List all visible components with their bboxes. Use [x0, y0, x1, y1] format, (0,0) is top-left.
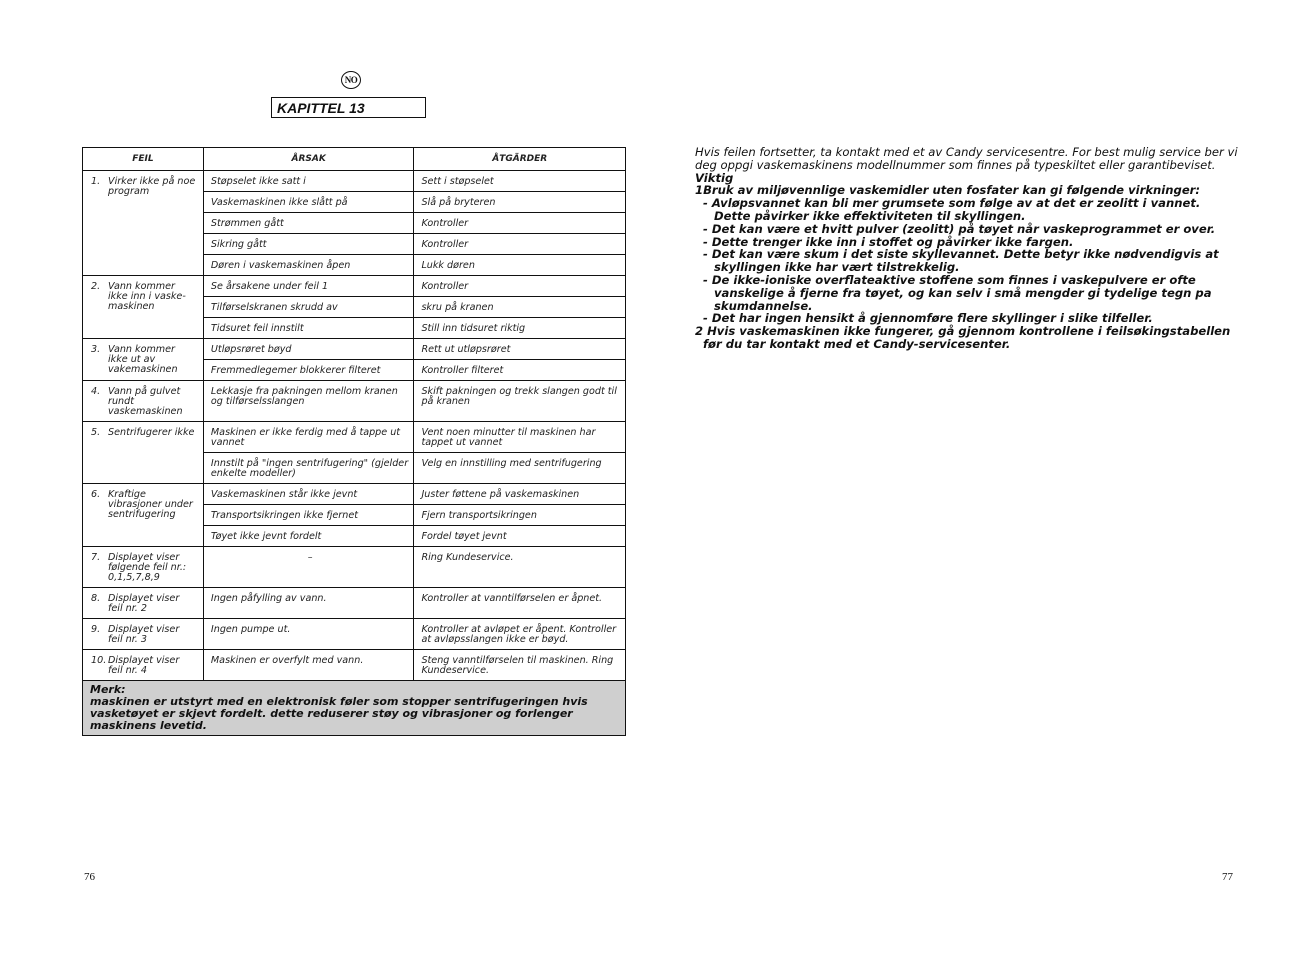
fault-cell — [83, 619, 204, 650]
fault-text: Vann på gulvet rundt vaskemaskinen — [108, 386, 183, 417]
table-row — [83, 484, 626, 505]
note-row — [83, 681, 626, 736]
cause-cell: Utløpsrøret bøyd — [203, 339, 414, 360]
fault-text: Vann kommer ikke ut av vakemaskinen — [108, 344, 178, 375]
table-row — [83, 381, 626, 422]
table-row — [83, 547, 626, 588]
action-cell: Skift pakningen og trekk slangen godt til på kranen — [414, 381, 626, 422]
cause-cell: Vaskemaskinen ikke slått på — [203, 192, 414, 213]
bullet-item: - Det kan være et hvitt pulver (zeolitt) på tøyet når vaskeprogrammet er over. — [703, 221, 1216, 236]
header-fault: FEIL — [83, 148, 204, 171]
point-1: 1Bruk av miljøvennlige vaskemidler uten fosfater kan gi følgende virkninger: — [695, 183, 1201, 198]
action-cell: Kontroller — [414, 234, 626, 255]
cause-cell: Lekkasje fra pakningen mellom kranen og tilførselsslangen — [203, 381, 414, 422]
bullet-item: - Avløpsvannet kan bli mer grumsete som følge av at det er zeolitt i vannet. Dette påvirker ikke effektiviteten til skyllingen. — [703, 196, 1201, 223]
page-number-left: 76 — [84, 871, 95, 883]
fault-number: 4. — [91, 386, 101, 397]
table-row — [83, 171, 626, 192]
troubleshooting-table — [82, 147, 626, 736]
cause-cell: Maskinen er ikke ferdig med å tappe ut vannet — [203, 422, 414, 453]
fault-number: 5. — [91, 427, 101, 438]
cause-cell: Innstilt på "ingen sentrifugering" (gjelder enkelte modeller) — [203, 453, 414, 484]
fault-cell — [83, 276, 204, 339]
fault-number: 9. — [91, 624, 101, 635]
table-row — [83, 588, 626, 619]
action-cell: Vent noen minutter til maskinen har tappet ut vannet — [414, 422, 626, 453]
cause-cell: Vaskemaskinen står ikke jevnt — [203, 484, 414, 505]
fault-number: 2. — [91, 281, 101, 292]
fault-text: Displayet viser følgende feil nr.: 0,1,5,7,8,9 — [108, 552, 187, 583]
cause-cell: Fremmedlegemer blokkerer filteret — [203, 360, 414, 381]
point-2: 2 Hvis vaskemaskinen ikke fungerer, gå gjennom kontrollene i feilsøkingstabellen før du tar kontakt med et Candy-servicesenter. — [695, 324, 1231, 351]
cause-cell: Ingen pumpe ut. — [203, 619, 414, 650]
fault-cell — [83, 381, 204, 422]
fault-number: 8. — [91, 593, 101, 604]
action-cell: Kontroller — [414, 276, 626, 297]
fault-cell — [83, 339, 204, 381]
fault-text: Sentrifugerer ikke — [108, 427, 195, 438]
cause-cell: Tøyet ikke jevnt fordelt — [203, 526, 414, 547]
chapter-title: KAPITTEL 13 — [271, 97, 426, 118]
action-cell: Ring Kundeservice. — [414, 547, 626, 588]
action-cell: Steng vanntilførselen til maskinen. Ring Kundeservice. — [414, 650, 626, 681]
fault-cell — [83, 484, 204, 547]
table-row — [83, 339, 626, 360]
action-cell: Still inn tidsuret riktig — [414, 318, 626, 339]
action-cell: Juster føttene på vaskemaskinen — [414, 484, 626, 505]
table-row — [83, 276, 626, 297]
cause-cell: Maskinen er overfylt med vann. — [203, 650, 414, 681]
page-number-right: 77 — [1222, 871, 1233, 883]
important-title: Viktig — [695, 170, 734, 185]
fault-text: Displayet viser feil nr. 4 — [108, 655, 180, 676]
cause-cell: Transportsikringen ikke fjernet — [203, 505, 414, 526]
fault-number: 10. — [91, 655, 107, 666]
cause-cell: Tilførselskranen skrudd av — [203, 297, 414, 318]
fault-text: Displayet viser feil nr. 3 — [108, 624, 180, 645]
table-body — [83, 171, 626, 681]
note-text: maskinen er utstyrt med en elektronisk føler som stopper sentrifugeringen hvis vasketøyet er skjevt fordelt. dette reduserer støy og vibrasjoner og forlenger maskinens levetid. — [90, 695, 588, 732]
bullet-item: - De ikke-ioniske overflateaktive stoffene som finnes i vaskepulvere er ofte vanskelige å fjerne fra tøyet, og kan selv i små mengder gi tydelige tegn pa skumdannelse. — [703, 272, 1212, 313]
cause-cell: Ingen påfylling av vann. — [203, 588, 414, 619]
action-cell: Sett i støpselet — [414, 171, 626, 192]
action-cell: Lukk døren — [414, 255, 626, 276]
action-cell: Rett ut utløpsrøret — [414, 339, 626, 360]
fault-number: 1. — [91, 176, 101, 187]
table-row — [83, 422, 626, 453]
fault-number: 6. — [91, 489, 101, 500]
fault-text: Displayet viser feil nr. 2 — [108, 593, 180, 614]
cause-cell: Døren i vaskemaskinen åpen — [203, 255, 414, 276]
fault-cell — [83, 547, 204, 588]
action-cell: Kontroller — [414, 213, 626, 234]
fault-cell — [83, 171, 204, 276]
fault-cell — [83, 650, 204, 681]
language-badge: NO — [341, 71, 361, 89]
action-cell: Velg en innstilling med sentrifugering — [414, 453, 626, 484]
cause-cell: – — [203, 547, 414, 588]
action-cell: Kontroller at vanntilførselen er åpnet. — [414, 588, 626, 619]
bullet-item: - Det kan være skum i det siste skyllevannet. Dette betyr ikke nødvendigvis at skyllingen ikke har vært tilstrekkelig. — [703, 247, 1219, 275]
right-page-text — [695, 146, 1240, 351]
fault-text: Kraftige vibrasjoner under sentrifugering — [108, 489, 193, 520]
table-row — [83, 619, 626, 650]
table-row — [83, 650, 626, 681]
header-action: ÅTGÄRDER — [414, 148, 626, 171]
service-intro: Hvis feilen fortsetter, ta kontakt med et av Candy servicesentre. For best mulig service ber vi deg oppgi vaskemaskinens modellnummer som finnes på typeskiltet eller garantibeviset. — [695, 145, 1238, 172]
note-cell — [83, 681, 626, 736]
note-title: Merk: — [90, 683, 126, 696]
action-cell: Fordel tøyet jevnt — [414, 526, 626, 547]
cause-cell: Støpselet ikke satt i — [203, 171, 414, 192]
fault-cell — [83, 588, 204, 619]
header-cause: ÅRSAK — [203, 148, 414, 171]
action-cell: Kontroller filteret — [414, 360, 626, 381]
cause-cell: Se årsakene under feil 1 — [203, 276, 414, 297]
cause-cell: Strømmen gått — [203, 213, 414, 234]
fault-number: 7. — [91, 552, 101, 563]
fault-text: Virker ikke på noe program — [108, 176, 196, 197]
action-cell: skru på kranen — [414, 297, 626, 318]
bullet-item: - Dette trenger ikke inn i stoffet og påvirker ikke fargen. — [703, 234, 1074, 249]
action-cell: Kontroller at avløpet er åpent. Kontroller at avløpsslangen ikke er bøyd. — [414, 619, 626, 650]
table-header-row — [83, 148, 626, 171]
fault-cell — [83, 422, 204, 484]
cause-cell: Tidsuret feil innstilt — [203, 318, 414, 339]
bullet-item: - Det har ingen hensikt å gjennomføre flere skyllinger i slike tilfeller. — [703, 311, 1153, 326]
cause-cell: Sikring gått — [203, 234, 414, 255]
fault-number: 3. — [91, 344, 101, 355]
action-cell: Slå på bryteren — [414, 192, 626, 213]
action-cell: Fjern transportsikringen — [414, 505, 626, 526]
fault-text: Vann kommer ikke inn i vaske-maskinen — [108, 281, 186, 312]
